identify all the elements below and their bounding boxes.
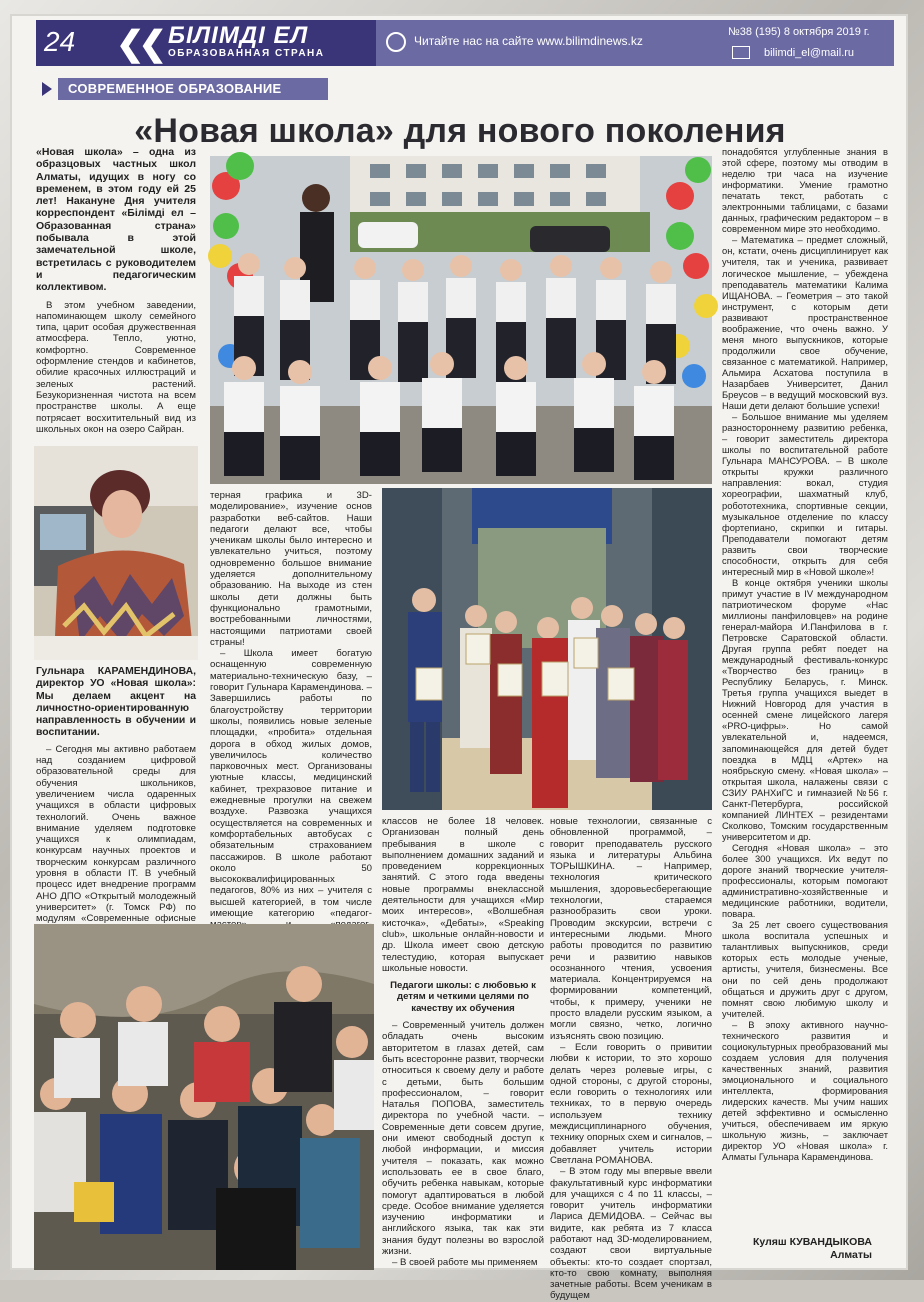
paragraph: понадобятся углубленные знания в этой сфере, поэтому мы отводим в неделю три часа на изучение информатики. Умение грамотно печатать текст, работать с электронными таблицами, с базами данных, графическим редактором – в современном мире это необходимо.: [722, 146, 888, 235]
article-headline: «Новая школа» для нового поколения: [134, 112, 786, 150]
paragraph: – Сегодня мы активно работаем над созданием цифровой образовательной среды для обучения школьников, увеличением числа одаренных учащихся в области цифровых технологий. Очень важное внимание уделяем подготовке учащихся к олимпиадам, конкурсам научных проектов и творческим конкурсам различного уровня в области IT. В учебный процесс идет внедрение программ АНО ДПО «Открытый молодежный университет» (г. Томск РФ) по модулям «Современные офисные: [36, 743, 196, 925]
photo-students: [34, 924, 374, 1270]
chevron-logo-icon: ❮❮: [116, 25, 161, 63]
paragraph: классов не более 18 человек. Организован полный день пребывания в школе с выполнением домашних заданий и проведением коррекционных занятий. С этого года введены новые программы внеклассной деятельности для учащихся «Мир моих интересов», «Волшебная кисточка», «Дебаты», «Speaking club», школьные онлайн-новости и др. Школа имеет свою детскую телестудию, которая выпускает школьные новости.: [382, 816, 544, 974]
page-number: 24: [44, 26, 76, 57]
paragraph: В конце октября ученики школы примут участие в IV международном патриотическом форуме «Нас миллионы панфиловцев» на родине генерал-майора И.Панфилова в г. Петровске Саратовской области. Другая группа ребят поедет на международный фестиваль-конкурс «Творчество без границ» в Республику Беларусь, г. Минск. Третья группа учащихся выедет в Нижний Новгород для участия в осенней смене лицейского лагеря «PRO-цифры». Но самой увлекательной и, надеемся, запоминающейся для детей будет поездка в МДЦ «Артек» на ноябрьскую смену. «Новая школа» – открытая школа, налажены связи с СЗИУ РАНХиГС и гимназией №56 г. Санкт-Петербурга, российской компанией ЛИНТЕХ – резидентами Сколково, Томским государственным университетом и др.: [722, 576, 888, 842]
paragraph: Сегодня «Новая школа» – это более 300 учащихся. Их ведут по дороге знаний творческие учителя-профессионалы, которым помогают административно-хозяйственные и медицинские работники, водители, повара.: [722, 841, 888, 920]
photo-teachers: [382, 488, 712, 810]
paragraph: – Большое внимание мы уделяем разностороннему развитию ребенка, – говорит заместитель директора школы по воспитательной работе Гульнара МАНСУРОВА. – В школе открыты кружки различного направления: вокал, студия хореографии, шахматный клуб, робототехника, спортивные секции, музыкальное отделение по классу фортепиано, скрипки и гитары. Преподаватели помогают детям развить свои творческие способности, открыть для себя интересный мир в «Новой школе»!: [722, 411, 888, 577]
email-link[interactable]: bilimdi_el@mail.ru: [764, 47, 855, 59]
photo-director: [34, 446, 198, 660]
site-info-box: [376, 20, 894, 66]
triangle-marker-icon: [42, 82, 52, 96]
paragraph: В этом учебном заведении, напоминающем школу семейного типа, царит особая дружественная атмосфера. Тепло, уютно, комфортно. Современное оформление стендов и кабинетов, обилие красочных иллюстраций и зеленых растений. Безукоризненная чистота на всем пространстве школы. А еще потрясает восхитительный вид из школьных окон на озеро Сайран.: [36, 299, 196, 435]
paragraph: – В эпоху активного научно-технического развития и социокультурных преобразований мы создаем условия для получения качественных знаний, развития эмоционального и социального интеллекта, формирования лидерских качеств. Мы учим наших детей эффективно и осмысленно учиться, обеспечиваем им яркую школьную жизнь, – заключает директор УО «Новая школа» г. Алматы Гульнара Карамендинова.: [722, 1018, 888, 1163]
paragraph: терная графика и 3D-моделирование», изучение основ разработки веб-сайтов. Наши педагоги делают все, чтобы ученикам школы было интересно и увлекательно учиться, поэтому одновременно большое внимание уделяется дополнительному образованию. На выходе из стен школы дети должны быть функционально грамотными, востребованными личностями, настоящими патриотами своей страны!: [210, 490, 372, 648]
paragraph: – В своей работе мы применяем: [392, 1257, 538, 1269]
lead-paragraph: «Новая школа» – одна из образцовых частных школ Алматы, идущих в ногу со временем, в этом году ей 25 лет! Накануне Дня учителя корреспондент «Білімді ел – Образованная страна» побывала в этой замечательной школе, встретилась с руководителем и педагогическим коллективом.: [36, 146, 196, 294]
column-1-top: [36, 146, 196, 446]
brand-name: БIЛIМДI ЕЛ: [168, 22, 309, 49]
paragraph: – Современный учитель должен обладать очень высоким авторитетом в глазах детей, сам быть всесторонне развит, творчески относиться к своему делу и работе с детьми, быть большим профессионалом, – говорит Наталья ПОПОВА, заместитель директора по учебной части. – Современные дети совсем другие, они имеют свободный доступ к любой информации, и миссия учителя – показать, как можно использовать ее в свое благо, обучить ребенка навыкам, которые помогут адаптироваться в любой среде. Особое внимание уделяется изучению информатики и английского языка, так как эти знания будут полезны во взрослой жизни.: [382, 1020, 544, 1257]
newspaper-page: [10, 14, 908, 1302]
brand-tagline: ОБРАЗОВАННАЯ СТРАНА: [168, 48, 325, 59]
photo-caption: Гульнара КАРАМЕНДИНОВА, директор УО «Новая школа»: Мы делаем акцент на личностно-ориентированную направленность в обучении и воспитании.: [36, 666, 196, 739]
rubric-label: СОВРЕМЕННОЕ ОБРАЗОВАНИЕ: [58, 78, 328, 100]
paragraph: – Математика – предмет сложный, он, кстати, очень дисциплинирует как учителя, так и ученика, развивает логическое мышление, – убеждена преподаватель математики Калима ИЩАНОВА. – Геометрия – это такой инструмент, с которым дети развивают пространственное воображение, что очень важно. У меня много выпускников, которые продолжили свое обучение, связанное с математикой. Например, Альмира Асхатова поступила в Назарбаев Университет, Данил Бреусов – в ведущий московский вуз. Наши дети делают большие успехи!: [722, 234, 888, 412]
photo-schoolchildren: [210, 156, 712, 484]
column-3: [382, 816, 544, 1270]
masthead: [36, 20, 894, 66]
issue-date: №38 (195) 8 октября 2019 г.: [728, 26, 870, 38]
paragraph: За 25 лет своего существования школа воспитала успешных и талантливых выпускников, среди которых есть молодые ученые, артисты, учителя, бизнесмены. Все они по сей день продолжают общаться и дружить друг с другом, помнят свою любимую школу и учителей.: [722, 919, 888, 1019]
globe-icon: [386, 32, 406, 52]
column-5: [722, 146, 888, 1242]
column-4: [550, 816, 712, 1302]
mail-icon: [732, 46, 750, 59]
site-link[interactable]: Читайте нас на сайте www.bilimdinews.kz: [414, 34, 643, 48]
column-1-bottom: [36, 666, 196, 932]
paragraph: – Школа имеет богатую оснащенную современную материально-техническую базу, – говорит Гульнара Карамендинова. – Завершились работы по благоустройству территории школы, появились новые зеленые площадки, «пробита» отдельная дорога в обход жилых домов, увеличилось количество парковочных мест. Организованы уютные классы, медицинский кабинет, трехразовое питание и ежедневные прогулки на свежем воздухе. Развозка учащихся осуществляется на современных и комфортабельных автобусах с обязательным страхованием пассажиров. В школе работают около 50 высококвалифицированных педагогов, 80% из них – учителя с высшей категорией, в том числе имеющие категорию «педагог-: [210, 648, 372, 919]
subheading: Педагоги школы: с любовью к детям и четкими целями по качеству их обучения: [390, 980, 536, 1014]
paragraph: новые технологии, связанные с обновленной программой, – говорит преподаватель русского языка и литературы Альбина ТОРЫШКИНА. – Например, технология критического мышления, здоровьесберегающие технологии, стараемся разнообразить свои уроки. Проводим экскурсии, встречи с интересными людьми. Много работы проводится по развитию речи и развитию навыков осознанного чтения, усвоения материала. Концентрируемся на формировании компетенций, чтобы, к примеру, ученики не просто владели русским языком, а могли связно, четко, логично изъяснять свою позицию.: [550, 816, 712, 1042]
column-2: [210, 490, 372, 930]
byline: [753, 1236, 872, 1262]
paragraph: – В этом году мы впервые ввели факультативный курс информатики для учащихся с 4 по 11 классы, – говорит учитель информатики Лариса ДЕМИДОВА. – Сейчас вы видите, как ребята из 7 класса работают над 3D-моделированием, создают свои виртуальные объекты: кто-то создает спортзал, кто-то свою комнату, выполняя зачетные работы. Всем ученикам в будущем: [550, 1166, 712, 1302]
paragraph: – Если говорить о привитии любви к истории, то это хорошо делать через ролевые игры, с одной стороны, с другой стороны, если говорить о технологиях или техниках, то в первую очередь используем технику междисциплинарного обучения, технику опорных схем и сигналов, – добавляет учитель истории Светлана РОМАНОВА.: [550, 1041, 712, 1166]
author-name: Куляш КУВАНДЫКОВА: [753, 1236, 872, 1248]
brand-logo: [168, 24, 325, 59]
author-city: Алматы: [830, 1249, 872, 1261]
